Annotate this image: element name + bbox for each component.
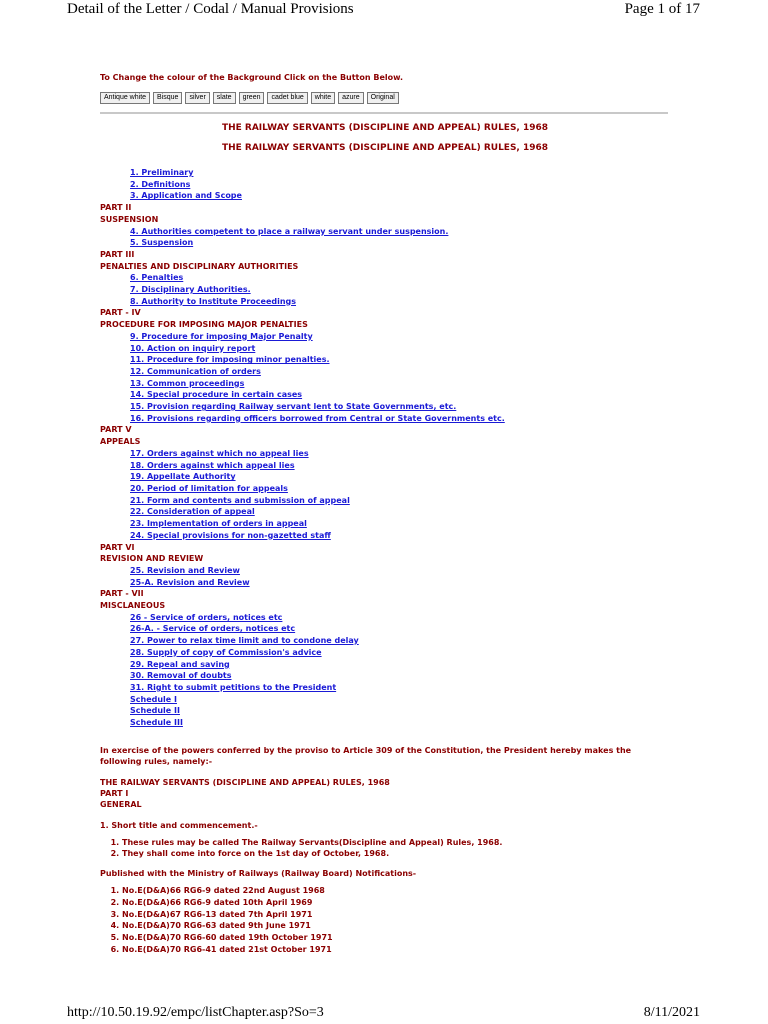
print-page-number: Page 1 of 17 [624,1,700,17]
toc-part-label: PART III [100,249,135,259]
toc-link[interactable]: 5. Suspension [130,238,194,248]
bg-color-button[interactable]: white [311,92,335,104]
toc-link[interactable]: 12. Communication of orders [130,366,261,376]
toc-link[interactable]: 25-A. Revision and Review [130,577,250,587]
toc-item [100,389,670,401]
toc-item [100,413,670,425]
list-item: 3. No.E(D&A)67 RG6-13 dated 7th April 1971 [122,909,670,921]
toc-item [100,483,670,495]
toc-item [100,577,670,589]
toc-link[interactable]: 31. Right to submit petitions to the President [130,682,337,692]
print-footer-url: http://10.50.19.92/empc/listChapter.asp?So=3 [67,1005,324,1020]
toc-link[interactable]: 13. Common proceedings [130,378,245,388]
print-footer [67,1004,700,1024]
rules-body [100,745,670,956]
toc-link[interactable]: 6. Penalties [130,273,184,283]
published-heading: Published with the Ministry of Railways (Railway Board) Notifications- [100,869,417,879]
rules-title: THE RAILWAY SERVANTS (DISCIPLINE AND APPEAL) RULES, 1968 [100,777,390,787]
toc-item [100,530,670,542]
toc-part-heading: PROCEDURE FOR IMPOSING MAJOR PENALTIES [100,320,308,330]
part-label: PART I [100,788,129,798]
toc-link[interactable]: 17. Orders against which no appeal lies [130,448,309,458]
toc-item [100,623,670,635]
print-header [67,0,700,22]
bg-color-button[interactable]: silver [185,92,209,104]
toc-item [100,460,670,472]
document-title: THE RAILWAY SERVANTS (DISCIPLINE AND APPEAL) RULES, 1968 [221,123,549,133]
intro-paragraph: In exercise of the powers conferred by the proviso to Article 309 of the Constitution, the President hereby makes the following rules, namely:- [100,745,632,766]
toc-item [100,518,670,530]
toc-link[interactable]: 26-A. - Service of orders, notices etc [130,624,296,634]
part-heading: GENERAL [100,799,142,809]
rule1-items [100,837,670,860]
toc-item [100,717,670,729]
toc-item [100,237,670,249]
bg-color-button[interactable]: Original [367,92,399,104]
toc-link[interactable]: 24. Special provisions for non-gazetted staff [130,530,331,540]
toc-part-label: PART VI [100,542,135,552]
bg-color-button[interactable]: Bisque [153,92,182,104]
toc-item [100,670,670,682]
toc-item [100,272,670,284]
toc-link[interactable]: 29. Repeal and saving [130,659,230,669]
toc-part-heading: PENALTIES AND DISCIPLINARY AUTHORITIES [100,261,299,271]
toc-item [100,190,670,202]
toc-link[interactable]: 9. Procedure for imposing Major Penalty [130,331,313,341]
toc-item [100,366,670,378]
toc-link[interactable]: 23. Implementation of orders in appeal [130,519,307,529]
toc-link[interactable]: 25. Revision and Review [130,565,240,575]
toc-part-heading: SUSPENSION [100,214,159,224]
background-color-buttons [100,92,670,105]
list-item: 4. No.E(D&A)70 RG6-63 dated 9th June 1971 [122,920,670,932]
list-item: 2. No.E(D&A)66 RG6-9 dated 10th April 1969 [122,897,670,909]
toc-link[interactable]: 19. Appellate Authority [130,472,236,482]
toc-link[interactable]: 1. Preliminary [130,168,194,177]
list-item: 5. No.E(D&A)70 RG6-60 dated 19th October 1971 [122,932,670,944]
toc-link[interactable]: 14. Special procedure in certain cases [130,390,303,400]
toc-item [100,682,670,694]
toc-item [100,378,670,390]
toc-item [100,612,670,624]
toc-item [100,506,670,518]
background-instruction: To Change the colour of the Background Click on the Button Below. [100,73,404,82]
toc-link[interactable]: 2. Definitions [130,179,191,189]
toc-link[interactable]: 16. Provisions regarding officers borrowed from Central or State Governments etc. [130,413,505,423]
toc-item [100,471,670,483]
toc-part-label: PART - IV [100,308,141,318]
toc-item [100,296,670,308]
toc-item [100,635,670,647]
toc-link[interactable]: 26 - Service of orders, notices etc [130,612,283,622]
list-item: 1. No.E(D&A)66 RG6-9 dated 22nd August 1968 [122,885,670,897]
toc-part-heading: MISCLANEOUS [100,601,166,611]
table-of-contents [100,167,670,729]
toc-link[interactable]: 30. Removal of doubts [130,671,232,681]
horizontal-rule [100,112,668,114]
bg-color-button[interactable]: cadet blue [267,92,307,104]
toc-item [100,647,670,659]
toc-part-heading: APPEALS [100,437,141,447]
toc-item [100,401,670,413]
toc-item [100,448,670,460]
toc-item [100,179,670,191]
toc-item [100,167,670,179]
print-header-title: Detail of the Letter / Codal / Manual Provisions [67,1,354,17]
toc-part-label: PART - VII [100,589,144,599]
document-title-repeat: THE RAILWAY SERVANTS (DISCIPLINE AND APPEAL) RULES, 1968 [221,143,549,153]
list-item: 6. No.E(D&A)70 RG6-41 dated 21st October 1971 [122,944,670,956]
toc-link[interactable]: Schedule III [130,718,183,728]
toc-link[interactable]: 15. Provision regarding Railway servant lent to State Governments, etc. [130,402,457,412]
toc-item [100,284,670,296]
rule-heading: 1. Short title and commencement.- [100,820,258,830]
toc-link[interactable]: Schedule II [130,706,180,716]
bg-color-button[interactable]: slate [213,92,236,104]
bg-color-button[interactable]: azure [338,92,364,104]
bg-color-button[interactable]: Antique white [100,92,150,104]
toc-item [100,659,670,671]
notifications-list [100,885,670,955]
toc-link[interactable]: 7. Disciplinary Authorities. [130,285,251,295]
bg-color-button[interactable]: green [239,92,265,104]
toc-link[interactable]: 22. Consideration of appeal [130,507,255,517]
toc-link[interactable]: 8. Authority to Institute Proceedings [130,296,297,306]
toc-part-label: PART V [100,425,132,435]
toc-link[interactable]: 18. Orders against which appeal lies [130,460,295,470]
toc-part-heading: REVISION AND REVIEW [100,554,204,564]
toc-item [100,343,670,355]
toc-item [100,226,670,238]
list-item: 2. They shall come into force on the 1st day of October, 1968. [122,848,670,860]
document-content [100,70,670,955]
toc-link[interactable]: 27. Power to relax time limit and to condone delay [130,636,359,646]
toc-item [100,694,670,706]
toc-link[interactable]: 11. Procedure for imposing minor penalties. [130,355,330,365]
toc-link[interactable]: Schedule I [130,694,177,704]
toc-part-label: PART II [100,203,132,213]
toc-link[interactable]: 3. Application and Scope [130,191,242,201]
print-footer-date: 8/11/2021 [643,1005,700,1020]
toc-link[interactable]: 21. Form and contents and submission of appeal [130,495,350,505]
toc-item [100,331,670,343]
toc-item [100,565,670,577]
toc-item [100,495,670,507]
toc-link[interactable]: 4. Authorities competent to place a railway servant under suspension. [130,226,449,236]
toc-link[interactable]: 28. Supply of copy of Commission's advice [130,647,322,657]
toc-item [100,354,670,366]
toc-link[interactable]: 10. Action on inquiry report [130,343,256,353]
toc-link[interactable]: 20. Period of limitation for appeals [130,483,288,493]
toc-item [100,705,670,717]
list-item: 1. These rules may be called The Railway Servants(Discipline and Appeal) Rules, 1968. [122,837,670,849]
